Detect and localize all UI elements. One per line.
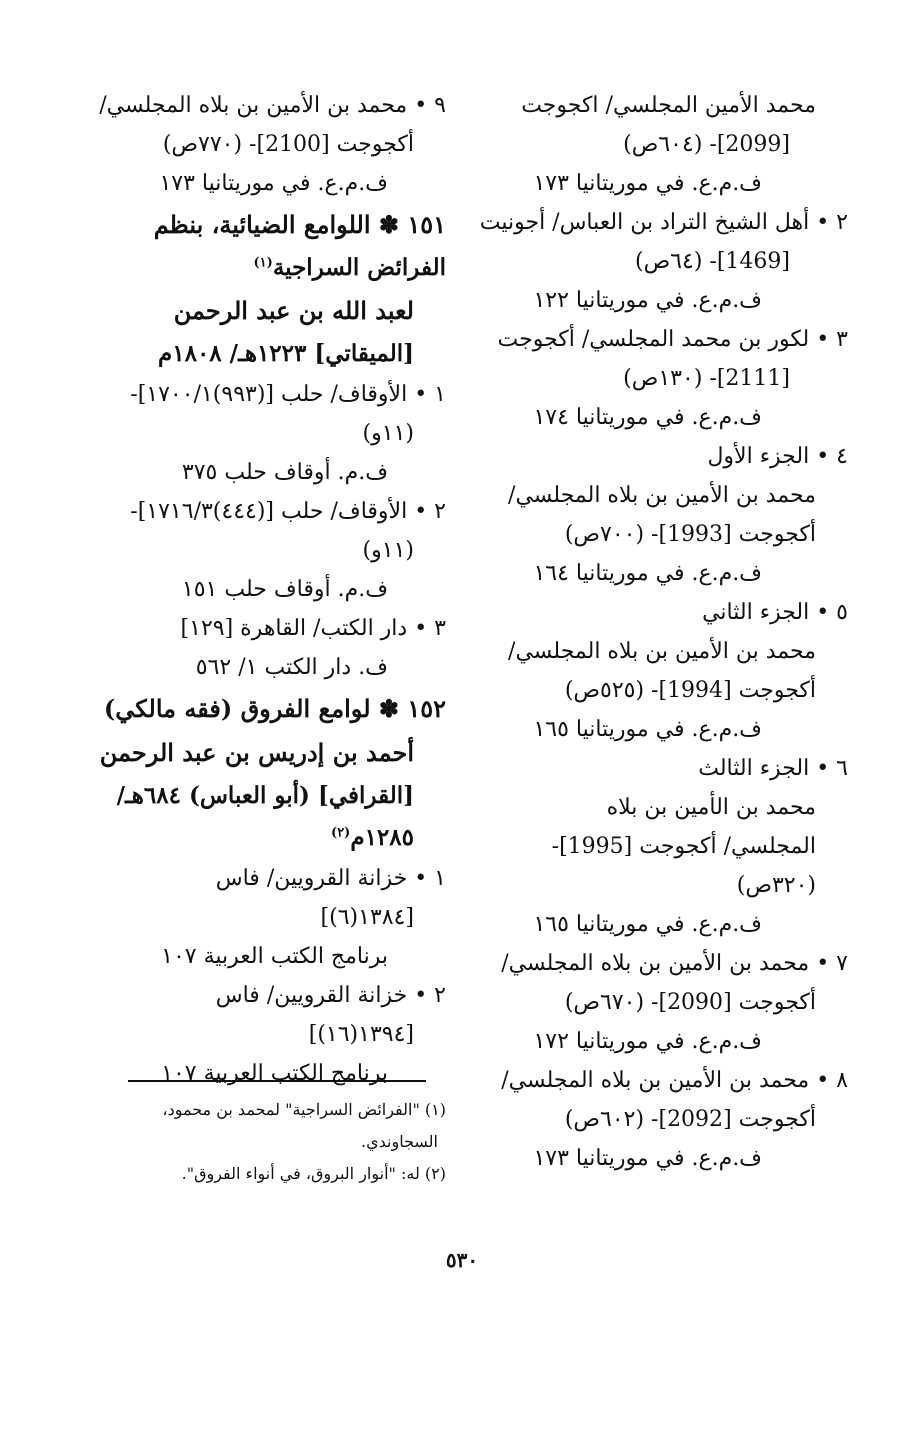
text-line: ٢ • الأوقاف/ حلب [(٤٤٤)١٧١٦/٣]- [130,499,446,524]
text-line: [القرافي] (أبو العباس) ٦٨٤هـ/ [116,782,414,809]
text-line: ف.م.ع. في موريتانيا ١٧٣ [533,1146,762,1171]
text-line: ١٥١ ✽ اللوامع الضيائية، بنظم [153,210,446,239]
text-line: برنامج الكتب العربية ١٠٧ [161,944,388,969]
text-line: ١ • الأوقاف/ حلب [(٩٩٣)١٧٠٠/١]- [130,382,446,407]
text-line: أكجوجت [1993]- (٧٠٠ص) [564,522,816,547]
text-line: ف.م.ع. في موريتانيا ١٧٣ [533,171,762,196]
text-line: ف.م.ع. في موريتانيا ١٧٣ [159,171,388,196]
footnote-line: (٢) له: "أنوار البروق، في أنواء الفروق". [181,1164,446,1183]
text-line: محمد الأمين المجلسي/ اكجوجت [521,93,816,118]
text-line: ١٥٢ ✽ لوامع الفروق (فقه مالكي) [103,694,446,723]
text-line: ف.م. أوقاف حلب ١٥١ [181,577,388,602]
text-line: ف.م.ع. في موريتانيا ١٦٤ [533,561,762,586]
text-line: [الميقاتي] ١٢٢٣هـ/ ١٨٠٨م [158,340,414,367]
text-line: الفرائض السراجية$^{(١)}$ [253,254,446,281]
text-line: برنامج الكتب العربية ١٠٧ [161,1061,388,1086]
text-line: محمد بن الأمين بن بلاه [606,795,816,820]
footnote-line: السجاوندي. [361,1132,438,1151]
text-line: محمد بن الأمين بن بلاه المجلسي/ [508,483,816,508]
text-line: ف.م.ع. في موريتانيا ١٦٥ [533,717,762,742]
text-line: لعبد الله بن عبد الرحمن [173,296,414,325]
text-line: ف. دار الكتب ١/ ٥٦٢ [195,655,388,680]
page-number: ٥٣٠ [445,1248,479,1272]
text-line: أحمد بن إدريس بن عبد الرحمن [99,738,414,767]
text-line: ف.م.ع. في موريتانيا ١٢٢ [533,288,762,313]
text-line: (٣٢٠ص) [736,873,816,898]
text-line: ٣ • لكور بن محمد المجلسي/ أكجوجت [497,327,848,352]
text-line: ٢ • خزانة القرويين/ فاس [215,983,446,1008]
text-line: محمد بن الأمين بن بلاه المجلسي/ [508,639,816,664]
footnote-line: (١) "الفرائض السراجية" لمحمد بن محمود، [162,1100,446,1119]
footnote-separator [128,1080,426,1082]
text-line: ٢ • أهل الشيخ التراد بن العباس/ أجونيت [479,210,848,235]
text-line: (١١و) [362,421,414,446]
text-line: [1469]- (٦٤ص) [634,249,790,274]
right-column [478,86,848,1178]
text-line: ف.م. أوقاف حلب ٣٧٥ [181,460,388,485]
text-line: المجلسي/ أكجوجت [1995]- [551,834,816,859]
text-line: [2111]- (١٣٠ص) [623,366,790,391]
text-line: ٣ • دار الكتب/ القاهرة [١٢٩] [180,616,446,641]
text-line: [١٣٩٤(١٦)] [308,1022,414,1047]
footnote-reference: (١) [253,255,273,271]
left-column [74,86,446,1093]
text-line: أكجوجت [2092]- (٦٠٢ص) [564,1107,816,1132]
footnote-reference: (٢) [331,825,351,841]
text-line: أكجوجت [2100]- (٧٧٠ص) [162,132,414,157]
text-line: ٨ • محمد بن الأمين بن بلاه المجلسي/ [501,1068,848,1093]
footnotes [74,1094,446,1190]
text-line: ٤ • الجزء الأول [707,444,848,469]
text-line: ١٢٨٥م$^{(٢)}$ [331,824,414,851]
text-line: ١ • خزانة القرويين/ فاس [215,866,446,891]
text-line: ف.م.ع. في موريتانيا ١٧٢ [533,1029,762,1054]
text-line: [١٣٨٤(٦)] [320,905,414,930]
text-line: (١١و) [362,538,414,563]
text-line: [2099]- (٦٠٤ص) [623,132,790,157]
text-line: ف.م.ع. في موريتانيا ١٦٥ [533,912,762,937]
text-line: ف.م.ع. في موريتانيا ١٧٤ [533,405,762,430]
text-line: أكجوجت [1994]- (٥٢٥ص) [564,678,816,703]
text-line: ٩ • محمد بن الأمين بن بلاه المجلسي/ [99,93,446,118]
text-line: ٧ • محمد بن الأمين بن بلاه المجلسي/ [501,951,848,976]
text-line: ٥ • الجزء الثاني [702,600,848,625]
text-line: ٦ • الجزء الثالث [698,756,848,781]
text-line: أكجوجت [2090]- (٦٧٠ص) [564,990,816,1015]
